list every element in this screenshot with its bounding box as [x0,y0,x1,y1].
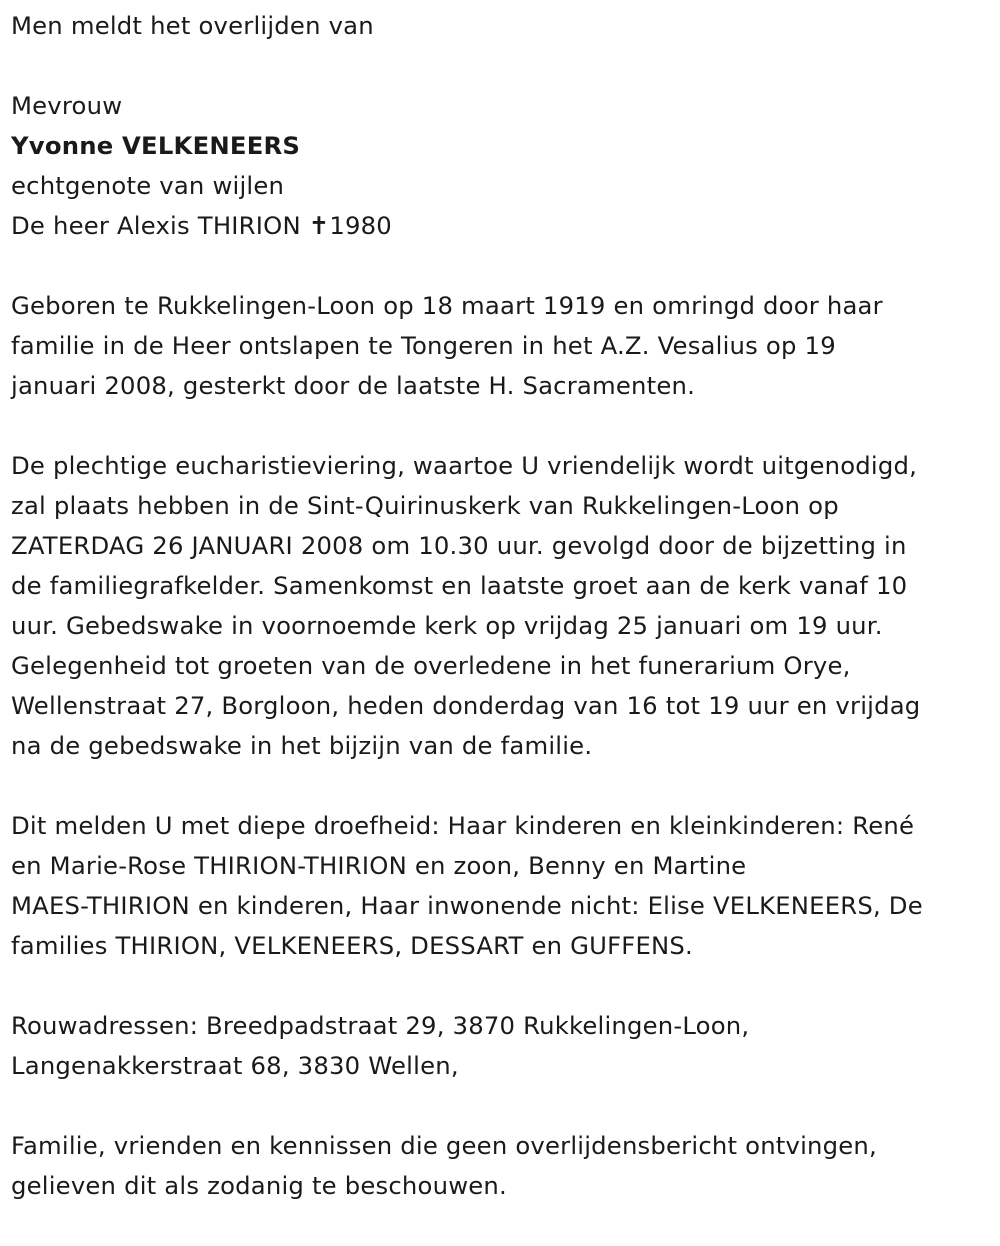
death-notice [11,6,996,1206]
paragraph-line: ZATERDAG 26 JANUARI 2008 om 10.30 uur. gevolgd door de bijzetting in [11,531,907,560]
paragraph-line: familie in de Heer ontslapen te Tongeren in het A.Z. Vesalius op 19 [11,331,836,360]
intro-line: Men meldt het overlijden van [11,11,374,40]
paragraph-line: uur. Gebedswake in voornoemde kerk op vrijdag 25 januari om 19 uur. [11,611,883,640]
paragraph-line: Langenakkerstraat 68, 3830 Wellen, [11,1051,459,1080]
paragraph-line: Gelegenheid tot groeten van de overledene in het funerarium Orye, [11,651,851,680]
paragraph-line: Geboren te Rukkelingen-Loon op 18 maart 1919 en omringd door haar [11,291,883,320]
spacer [11,246,996,286]
paragraph-line: januari 2008, gesterkt door de laatste H. Sacramenten. [11,371,696,400]
closing-paragraph [11,1126,996,1206]
birth-paragraph [11,286,996,406]
address-paragraph [11,1006,996,1086]
paragraph-line: zal plaats hebben in de Sint-Quirinuskerk van Rukkelingen-Loon op [11,491,839,520]
paragraph-line: Dit melden U met diepe droefheid: Haar kinderen en kleinkinderen: René [11,811,915,840]
spouse-name: De heer Alexis THIRION [11,211,301,240]
spacer [11,46,996,86]
ceremony-paragraph [11,446,996,766]
paragraph-line: na de gebedswake in het bijzijn van de familie. [11,731,593,760]
paragraph-line: gelieven dit als zodanig te beschouwen. [11,1171,507,1200]
paragraph-line: Rouwadressen: Breedpadstraat 29, 3870 Rukkelingen-Loon, [11,1011,750,1040]
spacer [11,766,996,806]
spouse-death-year: 1980 [329,211,392,240]
spacer [11,1086,996,1126]
paragraph-line: de familiegrafkelder. Samenkomst en laatste groet aan de kerk vanaf 10 [11,571,908,600]
spouse-line [11,206,996,246]
cross-icon: ✝ [308,211,330,240]
deceased-name: Yvonne VELKENEERS [11,131,301,160]
paragraph-line: Familie, vrienden en kennissen die geen overlijdensbericht ontvingen, [11,1131,877,1160]
paragraph-line: De plechtige eucharistieviering, waartoe U vriendelijk wordt uitgenodigd, [11,451,918,480]
paragraph-line: MAES-THIRION en kinderen, Haar inwonende nicht: Elise VELKENEERS, De [11,891,923,920]
spacer [11,966,996,1006]
relation-line: echtgenote van wijlen [11,171,285,200]
honorific: Mevrouw [11,91,123,120]
spacer [11,406,996,446]
paragraph-line: Wellenstraat 27, Borgloon, heden donderdag van 16 tot 19 uur en vrijdag [11,691,921,720]
paragraph-line: en Marie-Rose THIRION-THIRION en zoon, Benny en Martine [11,851,747,880]
family-paragraph [11,806,996,966]
paragraph-line: families THIRION, VELKENEERS, DESSART en GUFFENS. [11,931,693,960]
